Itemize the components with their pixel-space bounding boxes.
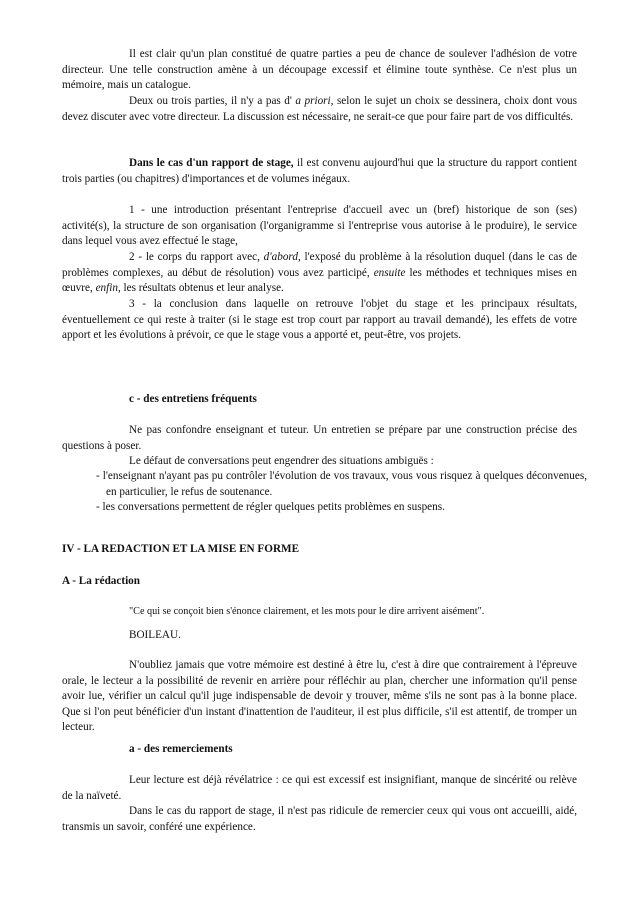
chapter-heading-redaction: IV - LA REDACTION ET LA MISE EN FORME bbox=[62, 543, 300, 555]
dash-item-controle: - l'enseignant n'ayant pas pu contrôler l'évolution de vos travaux, vous vous risquez à quelques déconvenues, en particulier, le refus de soutenance. bbox=[96, 470, 587, 498]
italic-term: d'abord bbox=[263, 251, 298, 263]
paragraph-text: , l'exposé du problème à la résolution duquel (dans le cas de problèmes complexes, au début de résolution) vous avez participé, bbox=[62, 251, 578, 279]
paragraph-text: , selon le sujet un choix se dessinera, choix dont vous devez discuter avec votre directeur. La discussion est nécessaire, ne serait-ce que pour faire part de vos difficultés. bbox=[62, 95, 577, 123]
quotation-author: BOILEAU. bbox=[129, 629, 181, 641]
paragraph-text: les méthodes et techniques mises en œuvre, bbox=[62, 266, 577, 295]
paragraph-lecture-revelatrice: Leur lecture est déjà révélatrice : ce qui est excessif est insignifiant, manque de sincérité ou relève de la naïveté. bbox=[62, 774, 577, 802]
dash-item-conversations: - les conversations permettent de régler quelques petits problèmes en suspens. bbox=[96, 501, 445, 513]
paragraph-deux-ou-trois-parties bbox=[62, 94, 577, 125]
quotation: "Ce qui se conçoit bien s'énonce clairement, et les mots pour le dire arrivent aisément". bbox=[129, 606, 485, 617]
section-heading-remerciements: a - des remerciements bbox=[129, 743, 233, 755]
paragraph-remercier: Dans le cas du rapport de stage, il n'est pas ridicule de remercier ceux qui vous ont accueilli, aidé, transmis un savoir, conféré une expérience. bbox=[62, 805, 577, 833]
bold-lead: Dans le cas d'un rapport de stage, bbox=[129, 157, 294, 169]
paragraph-text: 2 - le corps du rapport avec, bbox=[129, 251, 264, 263]
italic-term: enfin bbox=[95, 282, 118, 295]
paragraph-conclusion: 3 - la conclusion dans laquelle on retrouve l'objet du stage et les principaux résultats, éventuellement ce qui reste à traiter (si le stage est trop court par rapport au travail demandé), les effets de votre apport et les évolutions à prévoir, ce que le stage vous a apporté et, peut-être, vos projets. bbox=[62, 298, 577, 342]
paragraph-text: , les résultats obtenus et leur analyse. bbox=[117, 282, 284, 295]
paragraph-text: il est convenu aujourd'hui que la structure du rapport contient trois parties (ou chapitres) d'importances et de volumes inégaux. bbox=[62, 157, 578, 185]
italic-term: ensuite bbox=[373, 266, 406, 279]
paragraph-enseignant-tuteur: Ne pas confondre enseignant et tuteur. Un entretien se prépare par une construction précise des questions à poser. bbox=[62, 424, 577, 452]
paragraph-memoire-lu: N'oubliez jamais que votre mémoire est destiné à être lu, c'est à dire que contrairement à l'épreuve orale, le lecteur a la possibilité de revenir en arrière pour réfléchir au plan, chercher une information qu'il pense avoir lue, vérifier un calcul qu'il juge indispensable de devoir y trouver, même s'ils ne sont pas à la bonne place. Que si l'on peut bénéficier d'un instant d'inattention de l'auditeur, il est plus difficile, s'il est attentif, de tromper un lecteur. bbox=[62, 659, 577, 734]
paragraph-corps-du-rapport bbox=[62, 250, 577, 297]
paragraph-rapport-de-stage bbox=[62, 156, 577, 187]
paragraph-introduction: 1 - une introduction présentant l'entreprise d'accueil avec un (bref) historique de son (ses) activité(s), la structure de son organisation (l'organigramme si l'entreprise vous autorise à le produire), le service dans lequel vous avez effectué le stage, bbox=[62, 204, 577, 248]
paragraph-defaut-conversations: Le défaut de conversations peut engendrer des situations ambiguës : bbox=[129, 455, 434, 467]
paragraph-plan-quatre-parties: Il est clair qu'un plan constitué de quatre parties a peu de chance de soulever l'adhésion de votre directeur. Une telle construction amène à un découpage excessif et élimine toute synthèse. Ce n'est plus un mémoire, mais un catalogue. bbox=[62, 48, 577, 92]
section-heading-la-redaction: A - La rédaction bbox=[62, 575, 140, 587]
paragraph-text: Deux ou trois parties, il n'y a pas d' bbox=[129, 95, 292, 107]
section-heading-entretiens: c - des entretiens fréquents bbox=[129, 393, 257, 405]
italic-term: a priori bbox=[295, 95, 331, 107]
